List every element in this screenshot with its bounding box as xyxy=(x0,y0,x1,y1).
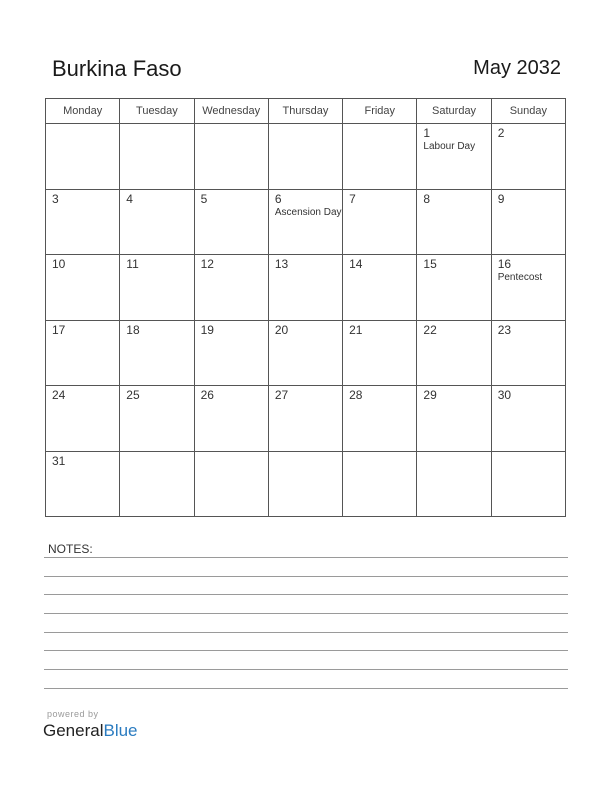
day-cell xyxy=(417,255,491,321)
day-number: 31 xyxy=(52,453,66,468)
day-cell xyxy=(194,255,268,321)
day-number: 23 xyxy=(497,322,512,337)
day-cell xyxy=(46,255,120,321)
day-number: 8 xyxy=(423,191,431,206)
day-number: 25 xyxy=(126,388,140,402)
day-cell xyxy=(491,124,565,190)
notes-label: NOTES: xyxy=(48,542,93,556)
week-row xyxy=(46,124,566,190)
week-row xyxy=(46,189,566,255)
note-line xyxy=(44,632,568,633)
weekday-header: Wednesday xyxy=(194,99,268,124)
day-cell xyxy=(120,189,194,255)
day-cell xyxy=(268,320,342,386)
day-number: 29 xyxy=(423,388,437,402)
day-cell xyxy=(343,386,417,452)
day-cell xyxy=(46,386,120,452)
day-number: 14 xyxy=(349,257,363,271)
day-number xyxy=(343,452,416,455)
day-cell xyxy=(46,451,120,517)
day-cell xyxy=(120,320,194,386)
weekday-header: Thursday xyxy=(268,99,342,124)
day-number xyxy=(195,452,268,455)
day-cell xyxy=(194,451,268,517)
day-number xyxy=(46,124,119,127)
holiday-label: Pentecost xyxy=(497,272,543,283)
day-cell xyxy=(417,124,491,190)
day-number xyxy=(195,124,268,127)
day-number: 7 xyxy=(349,191,356,206)
day-number: 6 xyxy=(274,191,282,206)
day-cell xyxy=(491,255,565,321)
day-number: 3 xyxy=(52,191,59,206)
day-cell xyxy=(491,189,565,255)
brand-general-text: General xyxy=(43,721,104,740)
weekday-header: Tuesday xyxy=(120,99,194,124)
day-cell xyxy=(343,124,417,190)
day-number: 12 xyxy=(200,257,214,271)
weekday-header: Saturday xyxy=(417,99,491,124)
day-cell xyxy=(491,320,565,386)
day-cell xyxy=(417,451,491,517)
week-row xyxy=(46,386,566,452)
day-cell xyxy=(268,386,342,452)
holiday-label: Ascension Day xyxy=(274,206,342,218)
day-number: 24 xyxy=(52,388,66,402)
day-cell xyxy=(268,124,342,190)
holiday-label: Labour Day xyxy=(423,141,476,152)
day-number: 16 xyxy=(497,257,512,271)
day-number: 22 xyxy=(423,322,437,337)
day-cell xyxy=(120,255,194,321)
week-row xyxy=(46,255,566,321)
day-number: 15 xyxy=(423,257,437,271)
brand-blue-text: Blue xyxy=(103,721,138,740)
day-number: 13 xyxy=(274,257,289,271)
day-number: 30 xyxy=(497,388,512,402)
powered-by-text: powered by xyxy=(47,709,99,719)
note-line xyxy=(44,557,568,558)
week-row xyxy=(46,320,566,386)
weekday-header-row xyxy=(46,99,566,124)
country-title: Burkina Faso xyxy=(52,56,182,81)
day-cell xyxy=(343,320,417,386)
day-number xyxy=(343,124,416,127)
weekday-header: Monday xyxy=(46,99,120,124)
day-cell xyxy=(491,451,565,517)
weekday-header: Friday xyxy=(343,99,417,124)
day-cell xyxy=(194,124,268,190)
day-cell xyxy=(120,124,194,190)
day-cell xyxy=(194,320,268,386)
day-number: 17 xyxy=(52,322,66,337)
day-number: 19 xyxy=(200,322,214,337)
week-row xyxy=(46,451,566,517)
day-number: 11 xyxy=(126,257,139,271)
day-cell xyxy=(417,189,491,255)
day-cell xyxy=(194,189,268,255)
note-line xyxy=(44,576,568,577)
brand-logo xyxy=(43,721,138,741)
day-number: 18 xyxy=(126,322,140,337)
day-number xyxy=(269,452,342,455)
day-number: 28 xyxy=(349,388,363,402)
note-line xyxy=(44,594,568,595)
day-number xyxy=(417,452,490,455)
day-number xyxy=(269,124,342,127)
day-cell xyxy=(46,124,120,190)
day-cell xyxy=(268,451,342,517)
day-cell xyxy=(194,386,268,452)
day-number: 1 xyxy=(423,126,431,140)
day-number: 9 xyxy=(497,191,505,206)
weekday-header: Sunday xyxy=(491,99,565,124)
day-cell xyxy=(46,189,120,255)
day-cell xyxy=(46,320,120,386)
day-number: 27 xyxy=(274,388,289,402)
day-cell xyxy=(343,255,417,321)
note-line xyxy=(44,613,568,614)
note-line xyxy=(44,650,568,651)
day-cell xyxy=(120,386,194,452)
day-cell xyxy=(268,189,342,255)
day-cell xyxy=(491,386,565,452)
day-number: 5 xyxy=(200,191,208,206)
day-number: 21 xyxy=(349,322,363,337)
day-number: 2 xyxy=(497,126,505,140)
day-number: 26 xyxy=(200,388,214,402)
day-number: 4 xyxy=(126,191,133,206)
day-cell xyxy=(417,320,491,386)
note-line xyxy=(44,669,568,670)
day-number xyxy=(120,452,193,455)
day-number xyxy=(492,452,565,455)
note-line xyxy=(44,688,568,689)
day-number: 20 xyxy=(274,322,289,337)
day-cell xyxy=(417,386,491,452)
calendar-grid xyxy=(45,98,566,517)
day-number: 10 xyxy=(52,257,66,271)
month-year-title: May 2032 xyxy=(473,57,561,79)
day-cell xyxy=(343,451,417,517)
day-cell xyxy=(343,189,417,255)
day-number xyxy=(120,124,193,127)
day-cell xyxy=(268,255,342,321)
day-cell xyxy=(120,451,194,517)
